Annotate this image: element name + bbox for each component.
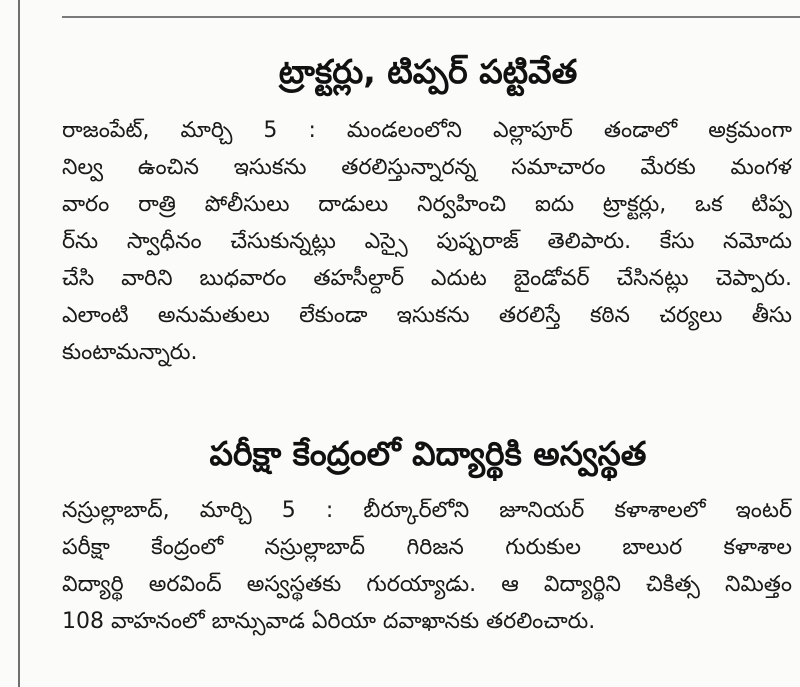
column-divider-left: [18, 0, 20, 687]
article2-headline: పరీక్షా కేంద్రంలో విద్యార్థికి అస్వస్థత: [209, 434, 647, 473]
article2-body: [62, 492, 792, 640]
column-divider-top: [62, 16, 800, 18]
article1-body: [62, 112, 792, 371]
article1-line: కుంటామన్నారు.: [62, 340, 198, 365]
article1-line: చేసి వారిని బుధవారం తహసీల్దార్ ఎదుట బైండోవర్ చేసినట్లు చెప్పారు.: [62, 266, 792, 291]
article2-line: నస్రుల్లాబాద్, మార్చి 5 : బీర్కూర్‌లోని జూనియర్ కళాశాలలో ఇంటర్: [62, 498, 792, 523]
article1-line: నిల్వ ఉంచిన ఇసుకను తరలిస్తున్నారన్న సమాచారం మేరకు మంగళ: [62, 155, 792, 180]
article1-line: ఎలాంటి అనుమతులు లేకుండా ఇసుకను తరలిస్తే కఠిన చర్యలు తీసు: [62, 303, 792, 328]
article1-line: ర్‌ను స్వాధీనం చేసుకున్నట్లు ఎస్సై పుష్పరాజ్ తెలిపారు. కేసు నమోదు: [62, 229, 792, 254]
article1-headline: ట్రాక్టర్లు, టిప్పర్ పట్టివేత: [278, 52, 578, 91]
article2-line: పరీక్షా కేంద్రంలో నస్రుల్లాబాద్ గిరిజన గురుకుల బాలుర కళాశాల: [62, 535, 792, 560]
article1-line: వారం రాత్రి పోలీసులు దాడులు నిర్వహించి ఐదు ట్రాక్టర్లు, ఒక టిప్ప: [62, 192, 792, 217]
article1-line: రాజంపేట్, మార్చి 5 : మండలంలోని ఎల్లాపూర్ తండాలో అక్రమంగా: [62, 118, 792, 143]
article2-line: విద్యార్థి అరవింద్ అస్వస్థతకు గురయ్యాడు. ఆ విద్యార్థిని చికిత్స నిమిత్తం: [62, 572, 792, 597]
article2-line: 108 వాహనంలో బాన్సువాడ ఏరియా దవాఖానకు తరలించారు.: [62, 609, 596, 634]
